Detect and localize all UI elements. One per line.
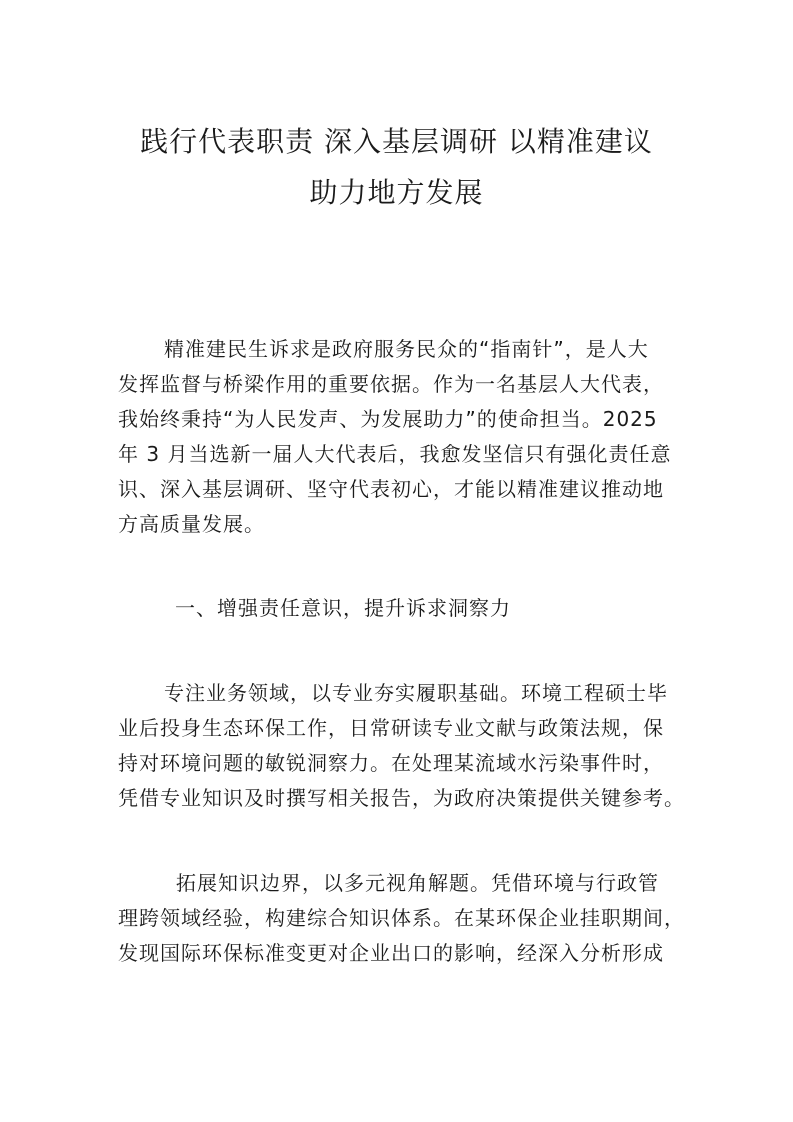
paragraph-3-line-2: 理跨领域经验，构建综合知识体系。在某环保企业挂职期间， bbox=[118, 906, 685, 930]
paragraph-1-line-5: 识、深入基层调研、坚守代表初心，才能以精准建议推动地 bbox=[118, 477, 664, 501]
paragraph-2-line-3: 持对环境问题的敏锐洞察力。在处理某流域水污染事件时， bbox=[118, 751, 664, 775]
paragraph-1-line-6: 方高质量发展。 bbox=[118, 512, 265, 536]
paragraph-1-line-2: 发挥监督与桥梁作用的重要依据。作为一名基层人大代表， bbox=[118, 372, 664, 396]
paragraph-1-line-3: 我始终秉持“为人民发声、为发展助力”的使命担当。2025 bbox=[118, 407, 658, 431]
paragraph-1-line-4: 年 3 月当选新一届人大代表后，我愈发坚信只有强化责任意 bbox=[118, 442, 672, 466]
document-title-line-1: 践行代表职责 深入基层调研 以精准建议 bbox=[140, 125, 653, 158]
paragraph-2-line-1: 专注业务领域，以专业夯实履职基础。环境工程硕士毕 bbox=[164, 681, 668, 705]
paragraph-2-line-2: 业后投身生态环保工作，日常研读专业文献与政策法规，保 bbox=[118, 716, 664, 740]
paragraph-3-line-3: 发现国际环保标准变更对企业出口的影响，经深入分析形成 bbox=[118, 941, 664, 965]
document-title-line-2: 助力地方发展 bbox=[309, 176, 484, 209]
paragraph-2-line-4: 凭借专业知识及时撰写相关报告，为政府决策提供关键参考。 bbox=[118, 786, 685, 810]
paragraph-1-line-1: 精准建民生诉求是政府服务民众的“指南针”，是人大 bbox=[164, 337, 649, 361]
paragraph-3-line-1: 拓展知识边界，以多元视角解题。凭借环境与行政管 bbox=[176, 871, 659, 895]
section-heading-1: 一、增强责任意识，提升诉求洞察力 bbox=[175, 596, 511, 620]
